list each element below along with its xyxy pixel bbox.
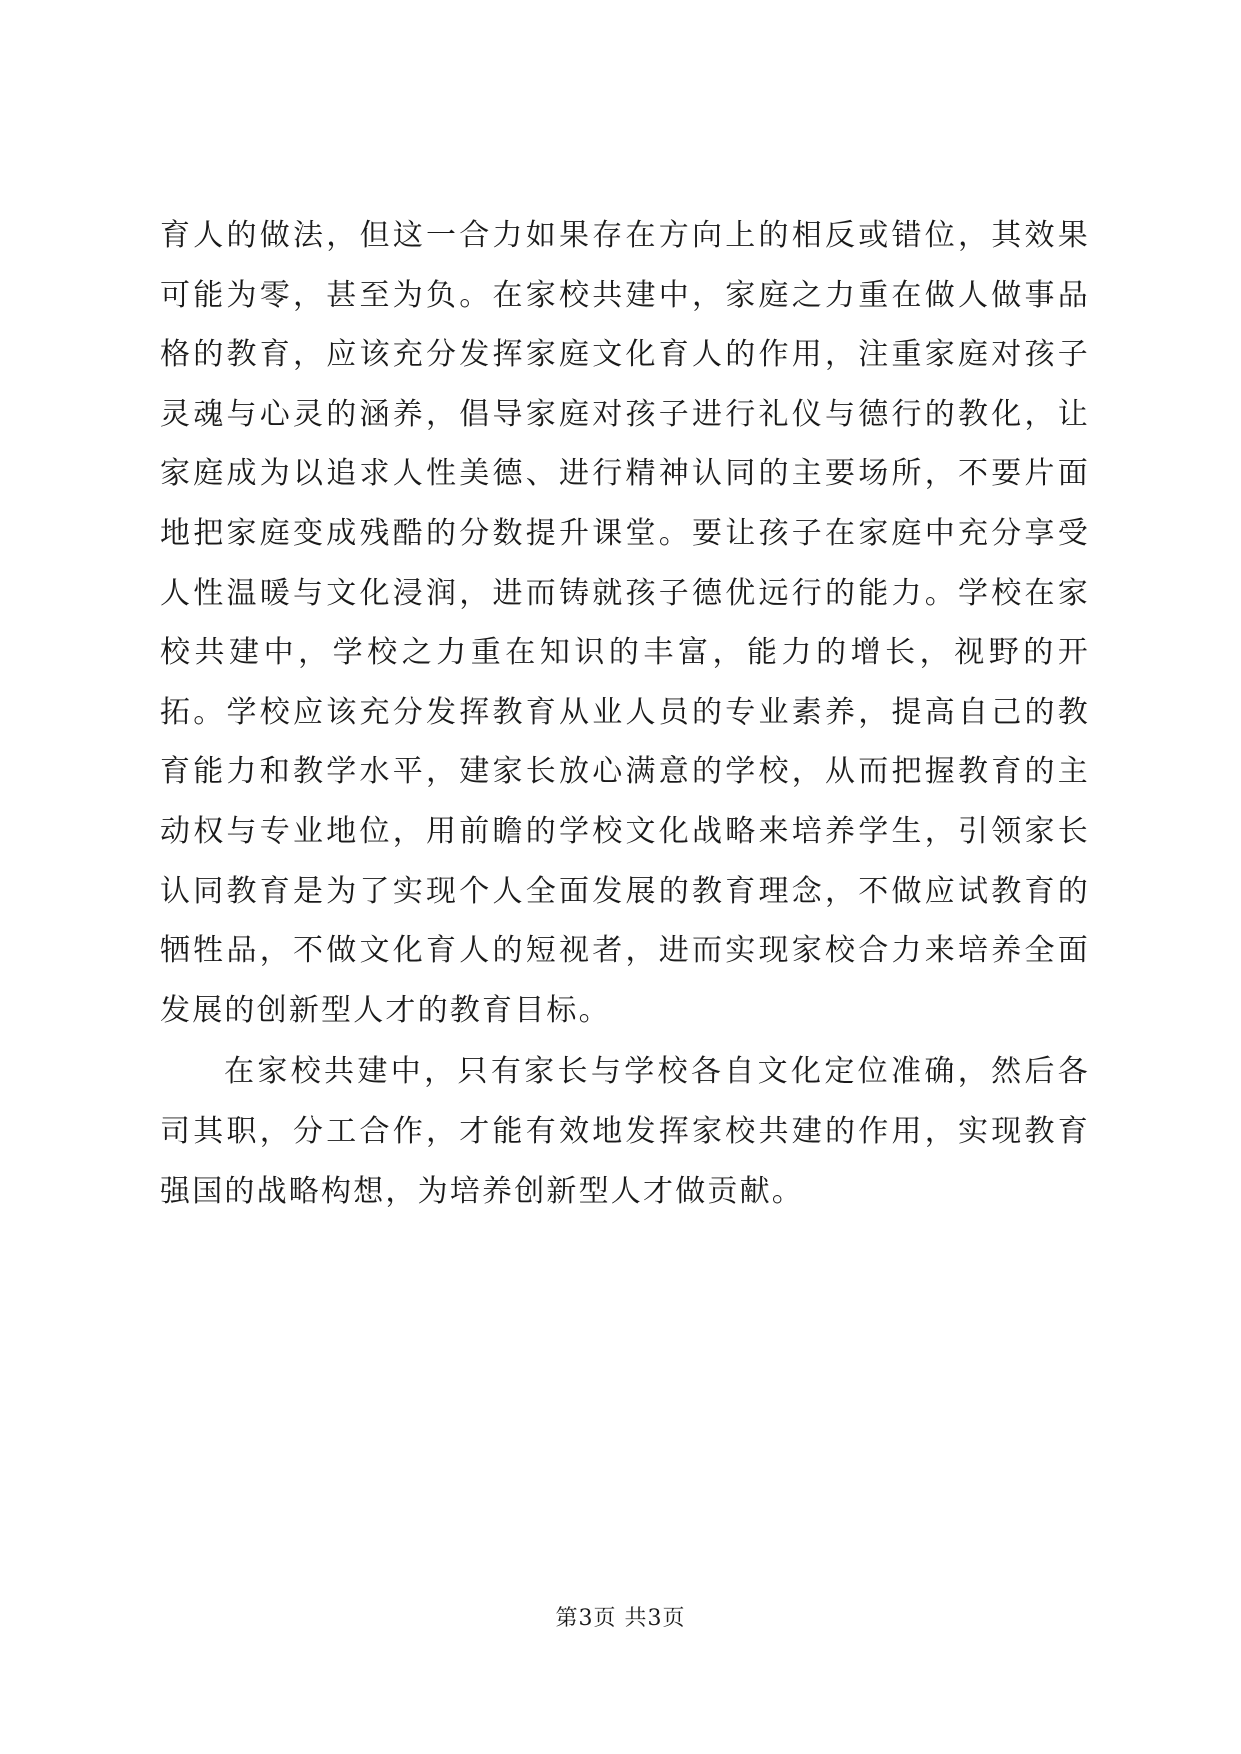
paragraph-continuation: 育人的做法，但这一合力如果存在方向上的相反或错位，其效果可能为零，甚至为负。在家校共建中，家庭之力重在做人做事品格的教育，应该充分发挥家庭文化育人的作用，注重家庭对孩子灵魂与心灵的涵养，倡导家庭对孩子进行礼仪与德行的教化，让家庭成为以追求人性美德、进行精神认同的主要场所，不要片面地把家庭变成残酷的分数提升课堂。要让孩子在家庭中充分享受人性温暖与文化浸润，进而铸就孩子德优远行的能力。学校在家校共建中，学校之力重在知识的丰富，能力的增长，视野的开拓。学校应该充分发挥教育从业人员的专业素养，提高自己的教育能力和教学水平，建家长放心满意的学校，从而把握教育的主动权与专业地位，用前瞻的学校文化战略来培养学生，引领家长认同教育是为了实现个人全面发展的教育理念，不做应试教育的牺牲品，不做文化育人的短视者，进而实现家校合力来培养全面发展的创新型人才的教育目标。 — [160, 218, 1090, 1028]
document-body — [160, 206, 1090, 1221]
page-footer: 第3页 共3页 — [555, 1606, 686, 1631]
paragraph-conclusion: 在家校共建中，只有家长与学校各自文化定位准确，然后各司其职，分工合作，才能有效地发挥家校共建的作用，实现教育强国的战略构想，为培养创新型人才做贡献。 — [160, 1054, 1090, 1209]
